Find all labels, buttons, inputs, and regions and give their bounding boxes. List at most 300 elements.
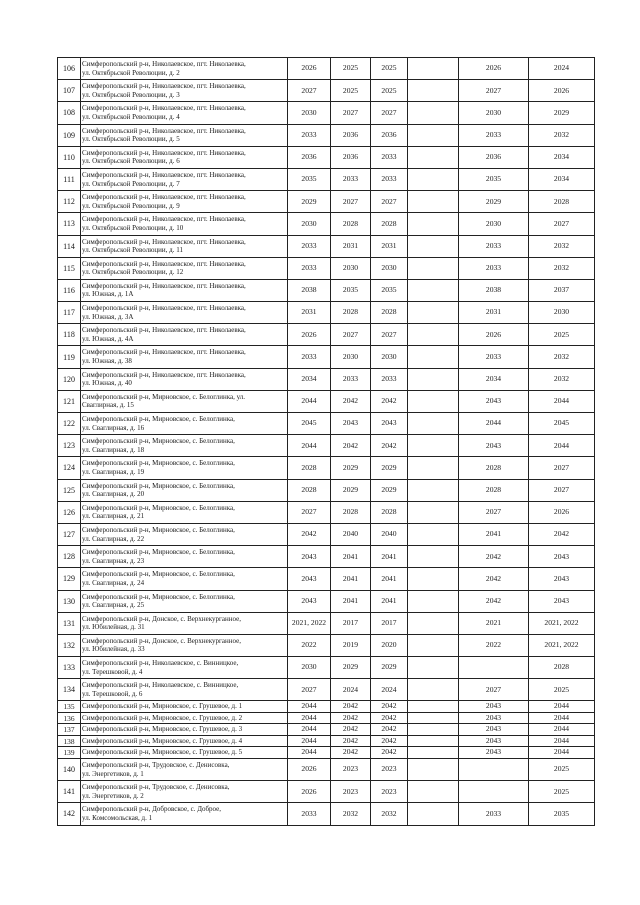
year-cell-col-2: 2019 (331, 634, 371, 656)
address-line: Симферопольский р-н, Николаевское, пгт. Николаевка, (82, 126, 246, 135)
year-cell-col-1: 2045 (288, 413, 331, 435)
year-cell-col-3: 2029 (371, 479, 408, 501)
year-cell-col-3: 2030 (371, 257, 408, 279)
year-cell-col-2: 2023 (331, 758, 371, 780)
year-cell-col-1: 2028 (288, 479, 331, 501)
table-row (58, 679, 595, 701)
year-cell-col-3: 2035 (371, 279, 408, 301)
year-cell-col-4 (408, 712, 459, 724)
year-cell-col-2: 2035 (331, 279, 371, 301)
address-line: Симферопольский р-н, Добровское, с. Доброе, (82, 805, 221, 814)
year-cell-col-3: 2036 (371, 124, 408, 146)
year-cell-col-2: 2042 (331, 747, 371, 759)
year-cell-col-2: 2028 (331, 501, 371, 523)
row-number: 117 (58, 302, 81, 324)
year-cell-col-1: 2028 (288, 457, 331, 479)
year-cell-col-6: 2043 (529, 568, 595, 590)
year-cell-col-3: 2025 (371, 58, 408, 80)
year-cell-col-4 (408, 724, 459, 736)
table-row (58, 257, 595, 279)
year-cell-col-1: 2043 (288, 590, 331, 612)
address-line: Симферопольский р-н, Николаевское, пгт. Николаевка, (82, 60, 246, 68)
year-cell-col-3: 2042 (371, 701, 408, 713)
year-cell-col-5: 2029 (459, 191, 529, 213)
table-row (58, 191, 595, 213)
year-cell-col-4 (408, 257, 459, 279)
year-cell-col-1: 2043 (288, 546, 331, 568)
address-line: Симферопольский р-н, Николаевское, пгт. Николаевка, (82, 326, 246, 335)
year-cell-col-4 (408, 191, 459, 213)
row-number: 135 (58, 701, 81, 713)
year-cell-col-6: 2021, 2022 (529, 634, 595, 656)
year-cell-col-6: 2045 (529, 413, 595, 435)
address-line: Симферопольский р-н, Мирновское, с. Белоглинка, (82, 459, 235, 468)
year-cell-col-4 (408, 634, 459, 656)
table-row (58, 435, 595, 457)
row-number: 126 (58, 501, 81, 523)
year-cell-col-3: 2023 (371, 781, 408, 803)
year-cell-col-2: 2024 (331, 679, 371, 701)
address-cell (81, 781, 288, 803)
year-cell-col-2: 2029 (331, 657, 371, 679)
year-cell-col-1: 2026 (288, 58, 331, 80)
row-number: 113 (58, 213, 81, 235)
address-line: ул. Сваглирная, д. 24 (82, 578, 145, 587)
year-cell-col-3: 2033 (371, 168, 408, 190)
table-row (58, 390, 595, 412)
row-number: 111 (58, 168, 81, 190)
year-cell-col-2: 2036 (331, 146, 371, 168)
year-cell-col-1: 2035 (288, 168, 331, 190)
row-number: 118 (58, 324, 81, 346)
year-cell-col-6: 2030 (529, 302, 595, 324)
year-cell-col-3: 2027 (371, 324, 408, 346)
address-line: ул. Сваглирная, д. 22 (82, 534, 145, 543)
year-cell-col-2: 2027 (331, 191, 371, 213)
year-cell-col-1: 2033 (288, 346, 331, 368)
address-line: Симферопольский р-н, Мирновское, с. Белоглинка, (82, 592, 235, 601)
row-number: 129 (58, 568, 81, 590)
address-cell (81, 758, 288, 780)
year-cell-col-1: 2026 (288, 324, 331, 346)
table-row (58, 758, 595, 780)
year-cell-col-1: 2038 (288, 279, 331, 301)
table-row (58, 781, 595, 803)
year-cell-col-5: 2028 (459, 479, 529, 501)
address-line: Симферопольский р-н, Николаевское, пгт. Николаевка, (82, 104, 246, 113)
year-cell-col-3: 2042 (371, 724, 408, 736)
address-line: Симферопольский р-н, Мирновское, с. Белоглинка, (82, 437, 235, 446)
address-line: Сваглирная, д. 15 (82, 401, 134, 410)
address-line: Симферопольский р-н, Мирновское, с. Грушевое, д. 5 (82, 748, 243, 757)
row-number: 106 (58, 58, 81, 80)
year-cell-col-5: 2043 (459, 435, 529, 457)
address-line: Симферопольский р-н, Николаевское, пгт. Николаевка, (82, 259, 246, 268)
year-cell-col-6: 2044 (529, 701, 595, 713)
year-cell-col-1: 2044 (288, 435, 331, 457)
housing-repair-schedule-table (57, 57, 595, 826)
address-line: Симферопольский р-н, Мирновское, с. Грушевое, д. 4 (82, 736, 243, 745)
year-cell-col-4 (408, 612, 459, 634)
year-cell-col-4 (408, 368, 459, 390)
address-line: Симферопольский р-н, Мирновское, с. Грушевое, д. 3 (82, 725, 243, 734)
year-cell-col-2: 2042 (331, 724, 371, 736)
year-cell-col-6: 2043 (529, 546, 595, 568)
table-row (58, 803, 595, 825)
year-cell-col-1: 2030 (288, 102, 331, 124)
table-row (58, 724, 595, 736)
table-row (58, 324, 595, 346)
year-cell-col-4 (408, 235, 459, 257)
year-cell-col-3: 2028 (371, 213, 408, 235)
table-row (58, 279, 595, 301)
year-cell-col-2: 2041 (331, 568, 371, 590)
address-cell (81, 368, 288, 390)
address-cell (81, 435, 288, 457)
table-row (58, 701, 595, 713)
year-cell-col-4 (408, 701, 459, 713)
year-cell-col-6: 2025 (529, 781, 595, 803)
row-number: 128 (58, 546, 81, 568)
year-cell-col-5: 2042 (459, 590, 529, 612)
address-line: Симферопольский р-н, Донское, с. Верхнекурганное, (82, 614, 241, 623)
address-cell (81, 590, 288, 612)
table-row (58, 80, 595, 102)
year-cell-col-5: 2026 (459, 58, 529, 80)
address-cell (81, 568, 288, 590)
year-cell-col-3: 2029 (371, 457, 408, 479)
year-cell-col-2: 2031 (331, 235, 371, 257)
year-cell-col-1: 2026 (288, 758, 331, 780)
address-line: ул. Юбилейная, д. 31 (82, 623, 145, 632)
year-cell-col-2: 2029 (331, 457, 371, 479)
year-cell-col-2: 2032 (331, 803, 371, 825)
year-cell-col-6: 2044 (529, 390, 595, 412)
register-page (57, 57, 594, 826)
year-cell-col-4 (408, 657, 459, 679)
year-cell-col-5: 2033 (459, 124, 529, 146)
table-row (58, 634, 595, 656)
address-cell (81, 747, 288, 759)
year-cell-col-5: 2043 (459, 390, 529, 412)
address-cell (81, 235, 288, 257)
address-cell (81, 479, 288, 501)
year-cell-col-5: 2028 (459, 457, 529, 479)
row-number: 112 (58, 191, 81, 213)
year-cell-col-1: 2033 (288, 803, 331, 825)
year-cell-col-4 (408, 735, 459, 747)
year-cell-col-3: 2042 (371, 747, 408, 759)
address-cell (81, 279, 288, 301)
row-number: 127 (58, 523, 81, 545)
row-number: 142 (58, 803, 81, 825)
address-line: Симферопольский р-н, Мирновское, с. Грушевое, д. 2 (82, 713, 243, 722)
year-cell-col-1: 2044 (288, 735, 331, 747)
table-row (58, 479, 595, 501)
address-cell (81, 701, 288, 713)
table-row (58, 735, 595, 747)
row-number: 108 (58, 102, 81, 124)
year-cell-col-1: 2021, 2022 (288, 612, 331, 634)
year-cell-col-4 (408, 390, 459, 412)
address-line: ул. Сваглирная, д. 19 (82, 467, 145, 476)
year-cell-col-3: 2043 (371, 413, 408, 435)
year-cell-col-6: 2034 (529, 146, 595, 168)
year-cell-col-1: 2044 (288, 724, 331, 736)
year-cell-col-6: 2044 (529, 712, 595, 724)
address-line: ул. Энергетиков, д. 1 (82, 769, 144, 778)
year-cell-col-2: 2042 (331, 390, 371, 412)
year-cell-col-4 (408, 146, 459, 168)
year-cell-col-4 (408, 58, 459, 80)
row-number: 124 (58, 457, 81, 479)
year-cell-col-4 (408, 346, 459, 368)
address-line: Симферопольский р-н, Николаевское, пгт. Николаевка, (82, 237, 246, 246)
year-cell-col-3: 2023 (371, 758, 408, 780)
address-line: ул. Терешковой, д. 6 (82, 689, 143, 698)
year-cell-col-5: 2030 (459, 102, 529, 124)
year-cell-col-6: 2032 (529, 257, 595, 279)
year-cell-col-4 (408, 747, 459, 759)
year-cell-col-5: 2031 (459, 302, 529, 324)
address-cell (81, 523, 288, 545)
year-cell-col-3: 2025 (371, 80, 408, 102)
year-cell-col-4 (408, 168, 459, 190)
address-line: ул. Сваглирная, д. 16 (82, 423, 145, 432)
year-cell-col-1: 2029 (288, 191, 331, 213)
year-cell-col-4 (408, 435, 459, 457)
table-row (58, 124, 595, 146)
row-number: 133 (58, 657, 81, 679)
address-line: ул. Октябрьской Революции, д. 12 (82, 268, 184, 277)
year-cell-col-5: 2027 (459, 501, 529, 523)
address-line: Симферопольский р-н, Мирновское, с. Белоглинка, (82, 548, 235, 557)
address-cell (81, 634, 288, 656)
year-cell-col-2: 2023 (331, 781, 371, 803)
year-cell-col-1: 2044 (288, 712, 331, 724)
year-cell-col-3: 2041 (371, 590, 408, 612)
address-line: Симферопольский р-н, Николаевское, пгт. Николаевка, (82, 348, 246, 357)
year-cell-col-6: 2025 (529, 758, 595, 780)
year-cell-col-5: 2033 (459, 257, 529, 279)
row-number: 109 (58, 124, 81, 146)
address-line: ул. Октябрьской Революции, д. 10 (82, 223, 184, 232)
table-row (58, 235, 595, 257)
year-cell-col-3: 2031 (371, 235, 408, 257)
year-cell-col-5: 2044 (459, 413, 529, 435)
year-cell-col-6: 2037 (529, 279, 595, 301)
year-cell-col-4 (408, 124, 459, 146)
row-number: 141 (58, 781, 81, 803)
year-cell-col-1: 2022 (288, 634, 331, 656)
table-row (58, 612, 595, 634)
year-cell-col-5: 2042 (459, 568, 529, 590)
address-line: Симферопольский р-н, Николаевское, с. Винницкое, (82, 659, 239, 668)
year-cell-col-5: 2033 (459, 346, 529, 368)
table-row (58, 146, 595, 168)
table-row (58, 501, 595, 523)
year-cell-col-1: 2033 (288, 235, 331, 257)
address-line: ул. Октябрьской Революции, д. 5 (82, 135, 180, 144)
address-line: Симферопольский р-н, Николаевское, пгт. Николаевка, (82, 148, 246, 157)
table-row (58, 413, 595, 435)
row-number: 131 (58, 612, 81, 634)
address-line: ул. Октябрьской Революции, д. 11 (82, 246, 183, 255)
address-line: Симферопольский р-н, Мирновское, с. Белоглинка, (82, 503, 235, 512)
address-line: Симферопольский р-н, Николаевское, пгт. Николаевка, (82, 215, 246, 224)
year-cell-col-6: 2032 (529, 124, 595, 146)
address-line: ул. Терешковой, д. 4 (82, 667, 143, 676)
address-cell (81, 546, 288, 568)
year-cell-col-5: 2043 (459, 712, 529, 724)
row-number: 119 (58, 346, 81, 368)
address-line: Симферопольский р-н, Мирновское, с. Белоглинка, (82, 481, 235, 490)
table-row (58, 590, 595, 612)
year-cell-col-6: 2044 (529, 735, 595, 747)
year-cell-col-5: 2030 (459, 213, 529, 235)
year-cell-col-6: 2026 (529, 501, 595, 523)
table-row (58, 58, 595, 80)
year-cell-col-4 (408, 324, 459, 346)
year-cell-col-4 (408, 457, 459, 479)
address-cell (81, 501, 288, 523)
row-number: 107 (58, 80, 81, 102)
year-cell-col-6: 2035 (529, 803, 595, 825)
year-cell-col-3: 2029 (371, 657, 408, 679)
year-cell-col-1: 2036 (288, 146, 331, 168)
address-line: ул. Октябрьской Революции, д. 4 (82, 112, 180, 121)
year-cell-col-1: 2044 (288, 747, 331, 759)
year-cell-col-5: 2033 (459, 235, 529, 257)
year-cell-col-4 (408, 102, 459, 124)
table-row (58, 457, 595, 479)
year-cell-col-5 (459, 758, 529, 780)
year-cell-col-3: 2033 (371, 368, 408, 390)
address-cell (81, 257, 288, 279)
year-cell-col-2: 2042 (331, 712, 371, 724)
year-cell-col-4 (408, 413, 459, 435)
year-cell-col-3: 2042 (371, 435, 408, 457)
table-row (58, 657, 595, 679)
table-row (58, 712, 595, 724)
table-row (58, 568, 595, 590)
address-cell (81, 346, 288, 368)
year-cell-col-5: 2021 (459, 612, 529, 634)
year-cell-col-3: 2032 (371, 803, 408, 825)
address-line: Симферопольский р-н, Донское, с. Верхнекурганное, (82, 636, 241, 645)
address-line: ул. Южная, д. 1А (82, 290, 134, 299)
address-line: ул. Южная, д. 40 (82, 379, 132, 388)
year-cell-col-1: 2027 (288, 501, 331, 523)
address-line: ул. Октябрьской Революции, д. 2 (82, 68, 180, 77)
year-cell-col-5: 2043 (459, 747, 529, 759)
year-cell-col-4 (408, 213, 459, 235)
year-cell-col-5: 2027 (459, 80, 529, 102)
row-number: 116 (58, 279, 81, 301)
year-cell-col-3: 2041 (371, 568, 408, 590)
year-cell-col-1: 2044 (288, 390, 331, 412)
year-cell-col-1: 2043 (288, 568, 331, 590)
year-cell-col-3: 2040 (371, 523, 408, 545)
row-number: 115 (58, 257, 81, 279)
year-cell-col-2: 2027 (331, 102, 371, 124)
table-row (58, 368, 595, 390)
address-cell (81, 324, 288, 346)
year-cell-col-5: 2038 (459, 279, 529, 301)
year-cell-col-1: 2030 (288, 213, 331, 235)
year-cell-col-1: 2033 (288, 257, 331, 279)
address-cell (81, 612, 288, 634)
address-line: ул. Октябрьской Революции, д. 6 (82, 157, 180, 166)
year-cell-col-3: 2041 (371, 546, 408, 568)
table-row (58, 168, 595, 190)
year-cell-col-1: 2030 (288, 657, 331, 679)
year-cell-col-3: 2027 (371, 102, 408, 124)
table-row (58, 523, 595, 545)
year-cell-col-2: 2042 (331, 701, 371, 713)
year-cell-col-4 (408, 80, 459, 102)
year-cell-col-5: 2026 (459, 324, 529, 346)
year-cell-col-3: 2020 (371, 634, 408, 656)
row-number: 122 (58, 413, 81, 435)
year-cell-col-4 (408, 679, 459, 701)
year-cell-col-5: 2036 (459, 146, 529, 168)
year-cell-col-4 (408, 302, 459, 324)
address-line: Симферопольский р-н, Николаевское, пгт. Николаевка, (82, 193, 246, 202)
address-line: ул. Комсомольская, д. 1 (82, 813, 153, 822)
row-number: 123 (58, 435, 81, 457)
address-cell (81, 724, 288, 736)
row-number: 137 (58, 724, 81, 736)
year-cell-col-2: 2042 (331, 435, 371, 457)
address-line: ул. Сваглирная, д. 23 (82, 556, 145, 565)
year-cell-col-2: 2029 (331, 479, 371, 501)
address-line: Симферопольский р-н, Николаевское, пгт. Николаевка, (82, 304, 246, 313)
year-cell-col-3: 2027 (371, 191, 408, 213)
year-cell-col-1: 2031 (288, 302, 331, 324)
year-cell-col-6: 2028 (529, 191, 595, 213)
year-cell-col-6: 2028 (529, 657, 595, 679)
table-row (58, 213, 595, 235)
address-cell (81, 657, 288, 679)
year-cell-col-5: 2041 (459, 523, 529, 545)
address-cell (81, 168, 288, 190)
year-cell-col-6: 2043 (529, 590, 595, 612)
year-cell-col-1: 2026 (288, 781, 331, 803)
year-cell-col-3: 2017 (371, 612, 408, 634)
address-line: ул. Энергетиков, д. 2 (82, 791, 144, 800)
year-cell-col-4 (408, 781, 459, 803)
year-cell-col-2: 2025 (331, 80, 371, 102)
year-cell-col-4 (408, 523, 459, 545)
address-cell (81, 124, 288, 146)
address-line: ул. Южная, д. 3А (82, 312, 134, 321)
year-cell-col-2: 2040 (331, 523, 371, 545)
year-cell-col-6: 2025 (529, 324, 595, 346)
year-cell-col-5: 2042 (459, 546, 529, 568)
address-line: Симферопольский р-н, Николаевское, пгт. Николаевка, (82, 170, 246, 179)
year-cell-col-4 (408, 568, 459, 590)
row-number: 139 (58, 747, 81, 759)
address-cell (81, 213, 288, 235)
address-line: Симферопольский р-н, Мирновское, с. Белоглинка, (82, 525, 235, 534)
year-cell-col-2: 2041 (331, 546, 371, 568)
year-cell-col-3: 2042 (371, 735, 408, 747)
year-cell-col-5: 2033 (459, 803, 529, 825)
year-cell-col-6: 2032 (529, 235, 595, 257)
year-cell-col-6: 2044 (529, 724, 595, 736)
row-number: 114 (58, 235, 81, 257)
